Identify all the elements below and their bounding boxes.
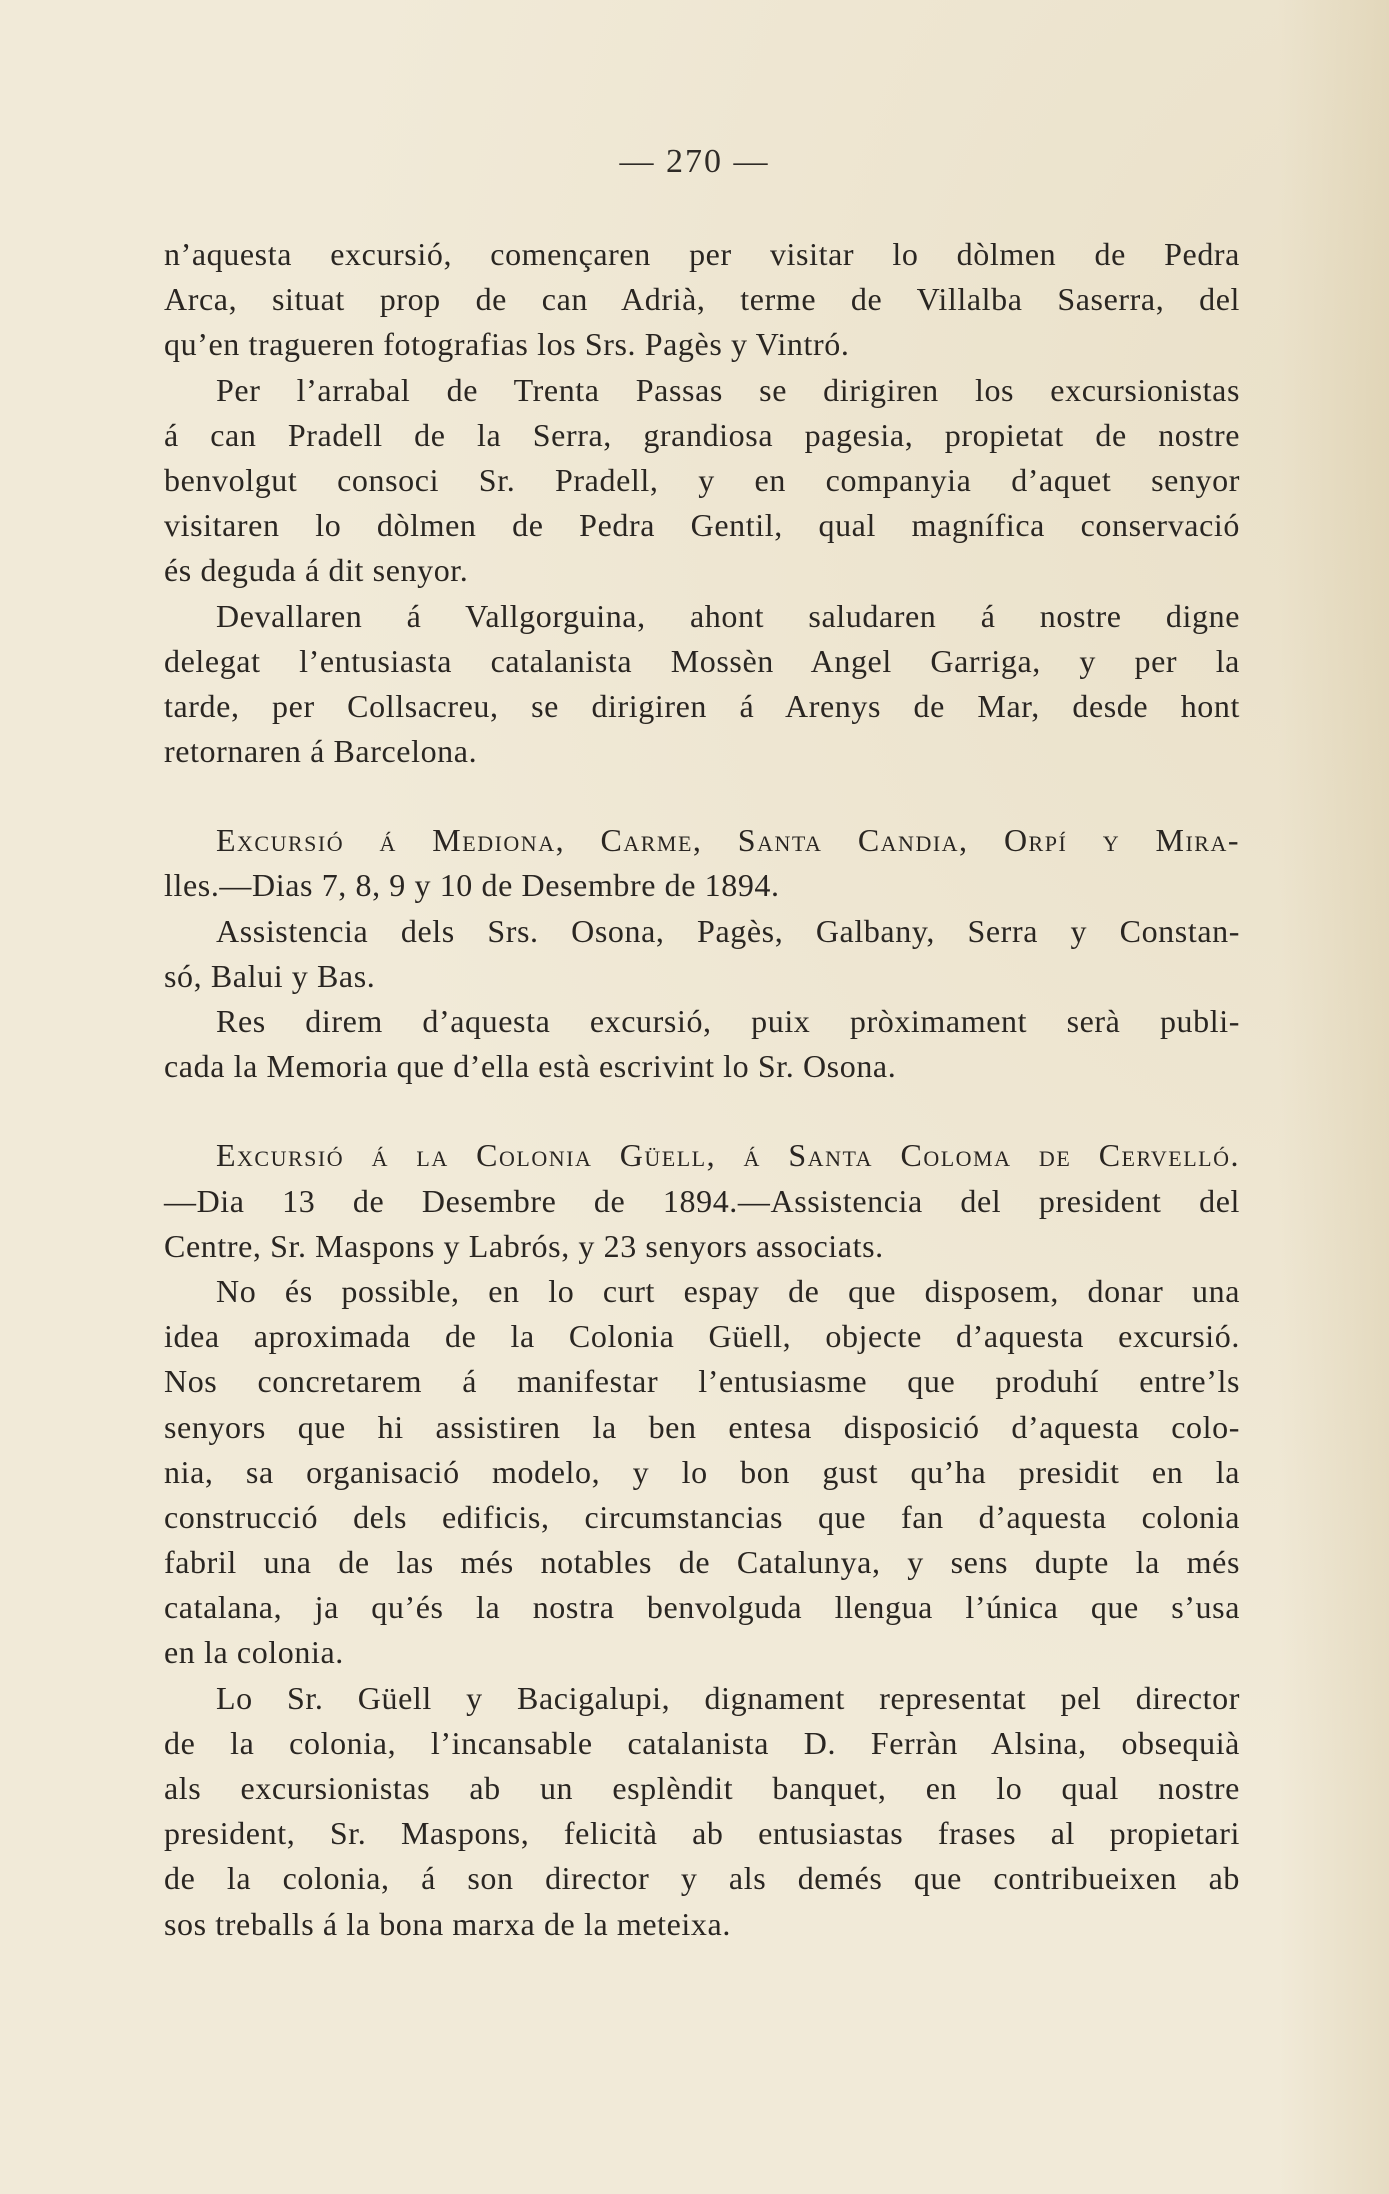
page-number: — 270 — xyxy=(619,143,770,180)
body-text xyxy=(164,232,1240,1947)
text-line: Res direm d’aquesta excursió, puix pròximament serà publi- xyxy=(216,1003,1240,1039)
section-gap xyxy=(164,774,1240,818)
text-line: qu’en tragueren fotografias los Srs. Pagès y Vintró. xyxy=(164,326,850,363)
text-line: és deguda á dit senyor. xyxy=(164,552,469,589)
text-line: fabril una de las més notables de Catalunya, y sens dupte la més xyxy=(164,1544,1240,1581)
text-line: sos treballs á la bona marxa de la meteixa. xyxy=(164,1905,731,1942)
text-line: n’aquesta excursió, començaren per visitar lo dòlmen de Pedra xyxy=(164,236,1240,272)
text-line: de la colonia, á son director y als demés que contribueixen ab xyxy=(164,1860,1240,1897)
section-heading-line: Excursió á Mediona, Carme, Santa Candia, Orpí y Mira- xyxy=(216,822,1240,859)
text-line: á can Pradell de la Serra, grandiosa pagesia, propietat de nostre xyxy=(164,416,1240,453)
text-line: Centre, Sr. Maspons y Labrós, y 23 senyors associats. xyxy=(164,1227,884,1264)
text-line: lles.—Dias 7, 8, 9 y 10 de Desembre de 1894. xyxy=(164,867,780,904)
text-line: de la colonia, l’incansable catalanista D. Ferràn Alsina, obsequià xyxy=(164,1724,1240,1761)
text-line: retornaren á Barcelona. xyxy=(164,733,478,770)
text-line: Assistencia dels Srs. Osona, Pagès, Galbany, Serra y Constan- xyxy=(216,912,1240,949)
text-line: Lo Sr. Güell y Bacigalupi, dignament representat pel director xyxy=(216,1679,1240,1716)
text-line: en la colonia. xyxy=(164,1634,344,1671)
section-heading-line: Excursió á la Colonia Güell, á Santa Coloma de Cervelló. xyxy=(216,1137,1240,1174)
text-line: só, Balui y Bas. xyxy=(164,957,376,994)
text-line: cada la Memoria que d’ella està escrivint lo Sr. Osona. xyxy=(164,1048,897,1085)
text-line: catalana, ja qu’és la nostra benvolguda llengua l’única que s’usa xyxy=(164,1589,1240,1626)
text-line: idea aproximada de la Colonia Güell, objecte d’aquesta excursió. xyxy=(164,1318,1240,1355)
text-line: construcció dels edificis, circumstancias que fan d’aquesta colonia xyxy=(164,1498,1240,1535)
text-line: Arca, situat prop de can Adrià, terme de Villalba Saserra, del xyxy=(164,281,1240,318)
text-line: —Dia 13 de Desembre de 1894.—Assistencia del president del xyxy=(164,1182,1240,1219)
text-line: Per l’arrabal de Trenta Passas se dirigiren los excursionistas xyxy=(216,371,1240,408)
section-gap xyxy=(164,1089,1240,1133)
text-line: No és possible, en lo curt espay de que disposem, donar una xyxy=(216,1272,1240,1309)
text-line: nia, sa organisació modelo, y lo bon gust qu’ha presidit en la xyxy=(164,1453,1240,1490)
text-line: delegat l’entusiasta catalanista Mossèn Angel Garriga, y per la xyxy=(164,642,1240,679)
text-line: Nos concretarem á manifestar l’entusiasme que produhí entre’ls xyxy=(164,1363,1240,1400)
text-line: tarde, per Collsacreu, se dirigiren á Arenys de Mar, desde hont xyxy=(164,687,1240,724)
text-line: president, Sr. Maspons, felicità ab entusiastas frases al propietari xyxy=(164,1815,1240,1852)
text-line: als excursionistas ab un esplèndit banquet, en lo qual nostre xyxy=(164,1770,1240,1806)
text-line: benvolgut consoci Sr. Pradell, y en companyia d’aquet senyor xyxy=(164,461,1240,498)
text-line: visitaren lo dòlmen de Pedra Gentil, qual magnífica conservació xyxy=(164,507,1240,544)
text-line: senyors que hi assistiren la ben entesa disposició d’aquesta colo- xyxy=(164,1408,1240,1445)
text-line: Devallaren á Vallgorguina, ahont saludaren á nostre digne xyxy=(216,597,1240,634)
